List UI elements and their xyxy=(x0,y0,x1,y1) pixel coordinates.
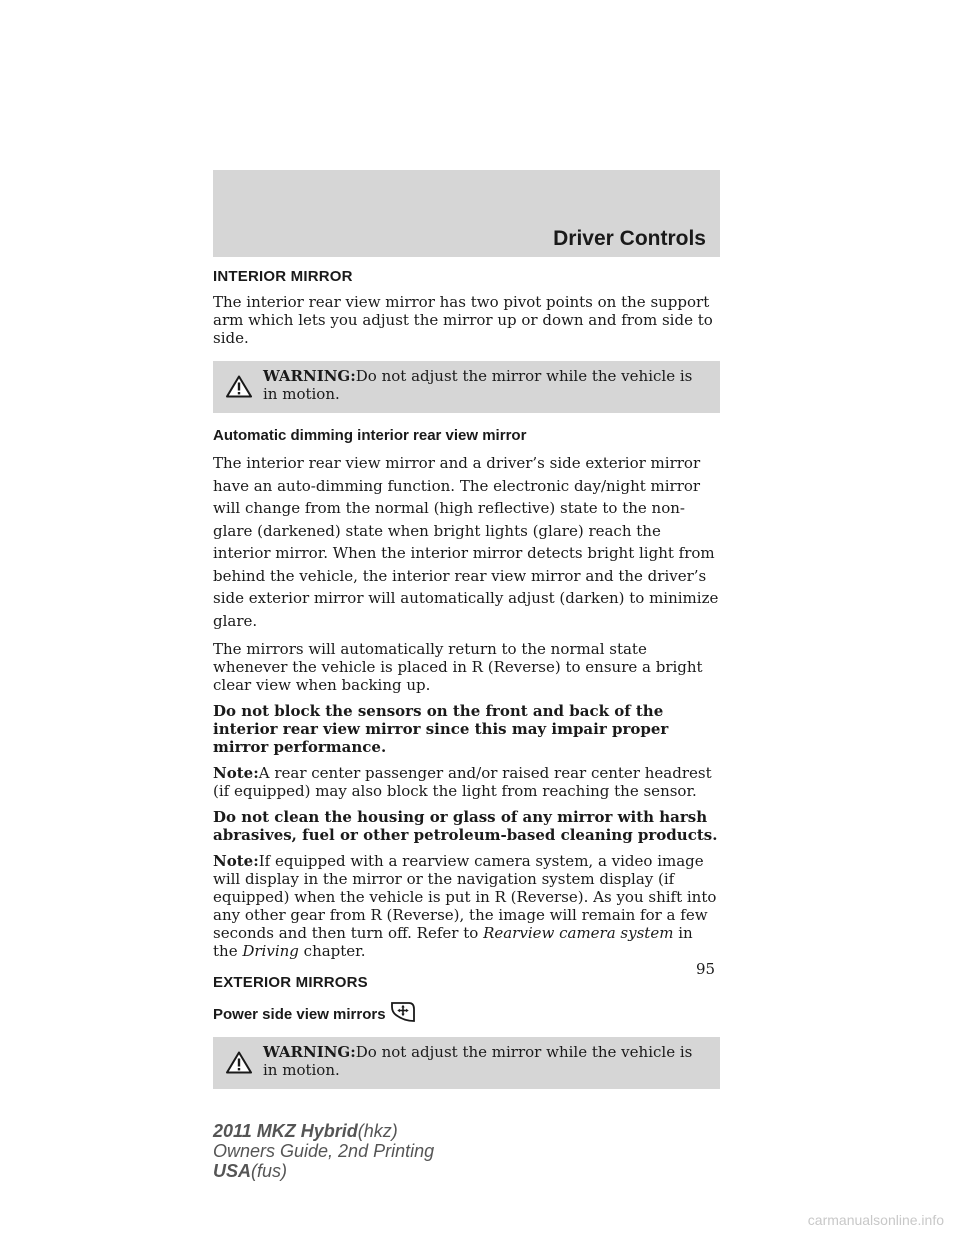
warning-triangle-icon xyxy=(226,375,252,398)
warning-triangle-icon xyxy=(226,1051,252,1074)
footer-line-3 xyxy=(213,1161,434,1181)
power-mirrors-label: Power side view mirrors xyxy=(213,1006,386,1023)
site-watermark: carmanualsonline.info xyxy=(807,1212,944,1228)
footer-line-1 xyxy=(213,1121,434,1141)
note-headrest xyxy=(213,764,720,800)
note-label: Note: xyxy=(213,764,259,782)
reference-connector: in the xyxy=(213,924,693,960)
page-content xyxy=(213,268,720,1103)
power-mirrors-subheading xyxy=(213,1001,720,1023)
chapter-reference: Driving xyxy=(242,942,299,960)
warning-label: WARNING: xyxy=(263,1043,356,1061)
exterior-mirrors-heading: EXTERIOR MIRRORS xyxy=(213,974,368,991)
warning-box-exterior xyxy=(213,1037,720,1089)
footer-market-code: (fus) xyxy=(251,1161,288,1181)
auto-dim-paragraph: The interior rear view mirror and a driver’s side exterior mirror have an auto-dimming function. The electronic day/night mirror will change from the normal (high reflective) state to the non-glare (darkened) state when bright lights (glare) reach the interior mirror. When the interior mirror detects bright light from behind the vehicle, the interior rear view mirror and the driver’s side exterior mirror will automatically adjust (darken) to minimize glare. xyxy=(213,454,719,630)
note-camera xyxy=(213,852,720,960)
section-title: Driver Controls xyxy=(553,227,706,250)
warning-box-interior xyxy=(213,361,720,413)
footer-model: 2011 MKZ Hybrid xyxy=(213,1121,358,1141)
warning-text: Do not adjust the mirror while the vehicle is in motion. xyxy=(263,1043,693,1079)
warning-text: Do not adjust the mirror while the vehicle is in motion. xyxy=(263,367,693,403)
interior-mirror-intro: The interior rear view mirror has two pivot points on the support arm which lets you adjust the mirror up or down and from side to side. xyxy=(213,293,713,347)
note-text: A rear center passenger and/or raised rear center headrest (if equipped) may also block the light from reaching the sensor. xyxy=(213,764,712,800)
interior-mirror-heading: INTERIOR MIRROR xyxy=(213,268,353,285)
section-header-bar xyxy=(213,170,720,257)
footer-model-code: (hkz) xyxy=(357,1121,398,1141)
note-label: Note: xyxy=(213,852,259,870)
warning-label: WARNING: xyxy=(263,367,356,385)
footer-market: USA xyxy=(213,1161,252,1181)
reverse-paragraph: The mirrors will automatically return to the normal state whenever the vehicle is placed in R (Reverse) to ensure a bright clear view when backing up. xyxy=(213,640,703,694)
document-footer xyxy=(213,1121,434,1181)
page-number: 95 xyxy=(696,960,716,978)
cleaning-caution: Do not clean the housing or glass of any mirror with harsh abrasives, fuel or other petroleum-based cleaning products. xyxy=(213,808,718,844)
sensor-caution: Do not block the sensors on the front and back of the interior rear view mirror since this may impair proper mirror performance. xyxy=(213,702,669,756)
reference-end: chapter. xyxy=(303,942,366,960)
footer-line-2: Owners Guide, 2nd Printing xyxy=(213,1141,435,1161)
note-text: If equipped with a rearview camera system, a video image will display in the mirror or the navigation system display (if equipped) when the vehicle is put in R (Reverse). As you shift into any other gear from R (Reverse), the image will remain for a few seconds and then turn off. Refer to xyxy=(213,852,717,942)
auto-dim-heading: Automatic dimming interior rear view mirror xyxy=(213,427,527,444)
power-mirror-icon xyxy=(390,1001,416,1023)
camera-reference: Rearview camera system xyxy=(483,924,674,942)
